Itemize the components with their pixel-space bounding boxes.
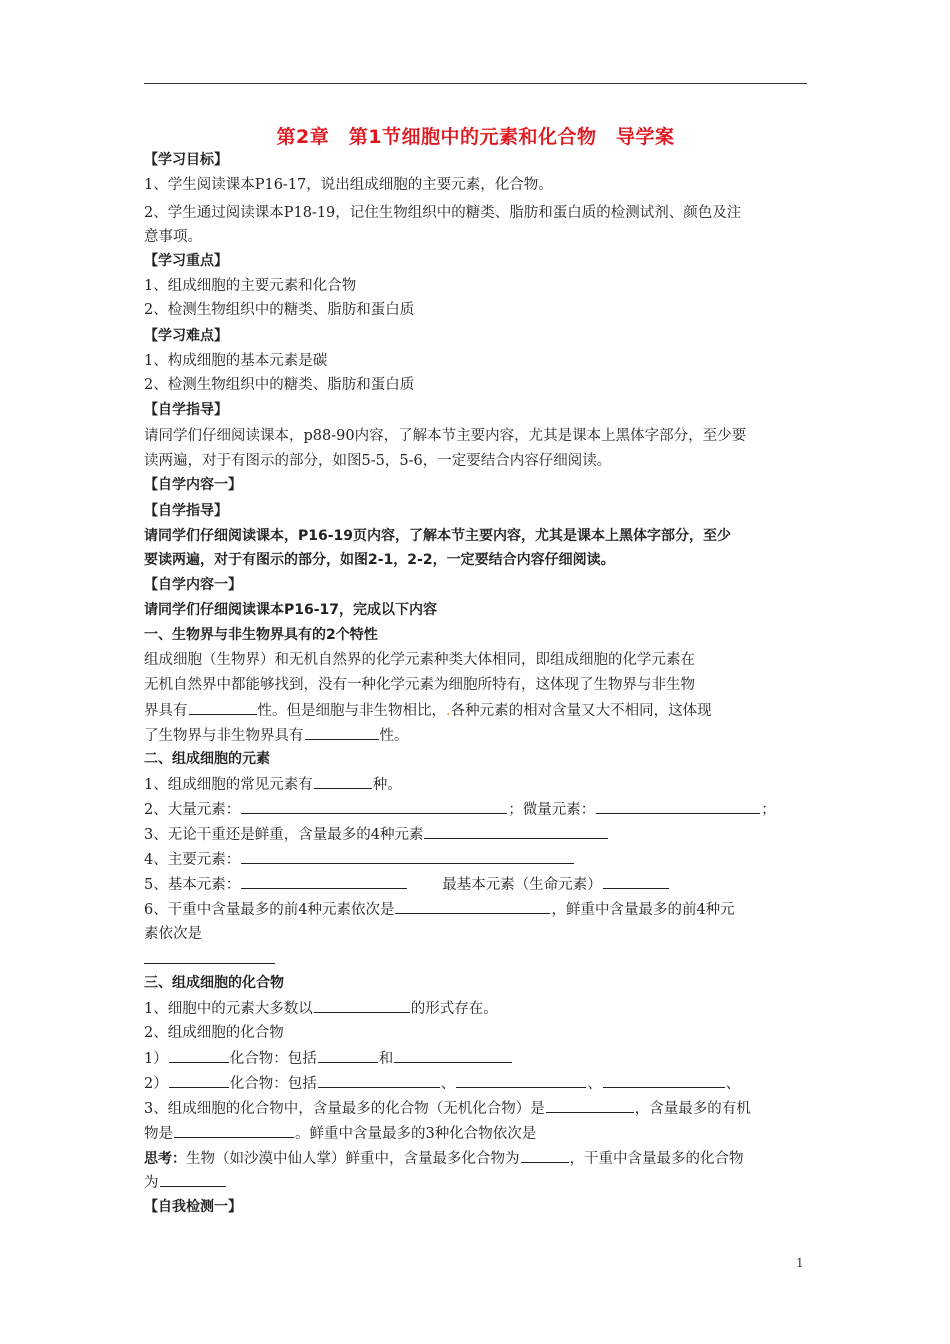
read-instruction: 请同学们仔细阅读课本P16-17，完成以下内容 (144, 602, 438, 618)
blank-field[interactable] (314, 774, 372, 789)
part1-line-c: 界具有 性。但是细胞与非生物相比，.各种元素的相对含量又大不相同，这体现 (144, 700, 814, 721)
guide-2b: 要读两遍，对于有图示的部分，如图2-1，2-2，一定要结合内容仔细阅读。 (144, 552, 615, 568)
key-2: 2、检测生物组织中的糖类、脂肪和蛋白质 (144, 302, 415, 318)
blank-field[interactable] (241, 799, 507, 814)
blank-field[interactable] (395, 899, 550, 914)
guide-heading-2: 【自学指导】 (144, 503, 228, 519)
answer-line[interactable] (144, 963, 275, 964)
think-line-2: 为 (144, 1172, 814, 1193)
part1-line-d: 了生物界与非生物界具有 性。 (144, 725, 814, 746)
part3-heading: 三、组成细胞的化合物 (144, 975, 284, 991)
content-heading-2: 【自学内容一】 (144, 577, 242, 593)
blank-field[interactable] (305, 725, 379, 740)
self-check-heading: 【自我检测一】 (144, 1199, 242, 1215)
page-title: 第2章 第1节细胞中的元素和化合物 导学案 (276, 126, 675, 148)
blank-field[interactable] (546, 1098, 634, 1113)
compound-3: 1） 化合物：包括 和 (144, 1048, 814, 1069)
difficulty-1: 1、构成细胞的基本元素是碳 (144, 353, 328, 369)
element-4: 4、主要元素： (144, 849, 814, 870)
compound-2: 2、组成细胞的化合物 (144, 1025, 284, 1041)
element-6c: 素依次是 (144, 926, 202, 942)
blank-field[interactable] (318, 1048, 378, 1063)
blank-field[interactable] (174, 1123, 294, 1138)
element-3: 3、无论干重还是鲜重，含量最多的4种元素 (144, 824, 814, 845)
blank-field[interactable] (603, 1073, 725, 1088)
blank-field[interactable] (521, 1148, 569, 1163)
blank-field[interactable] (318, 1073, 440, 1088)
header-rule (144, 83, 807, 84)
blank-field[interactable] (424, 824, 608, 839)
difficulty-heading: 【学习难点】 (144, 328, 228, 344)
blank-field[interactable] (169, 1073, 229, 1088)
blank-field[interactable] (394, 1048, 512, 1063)
part1-line-b: 无机自然界中都能够找到，没有一种化学元素为细胞所特有，这体现了生物界与非生物 (144, 677, 695, 693)
think-line: 思考：生物（如沙漠中仙人掌）鲜重中，含量最多化合物为 ，干重中含量最多的化合物 (144, 1148, 814, 1169)
guide-1b: 读两遍，对于有图示的部分，如图5-5，5-6，一定要结合内容仔细阅读。 (144, 453, 612, 469)
guide-heading: 【自学指导】 (144, 402, 228, 418)
blank-field[interactable] (241, 849, 574, 864)
goal-2b: 意事项。 (144, 229, 202, 245)
guide-1a: 请同学们仔细阅读课本，p88-90内容，了解本节主要内容，尤其是课本上黑体字部分，至少要 (144, 428, 747, 444)
blank-field[interactable] (596, 799, 760, 814)
goals-heading: 【学习目标】 (144, 152, 228, 168)
element-5: 5、基本元素： 最基本元素（生命元素） (144, 874, 814, 895)
part1-heading: 一、生物界与非生物界具有的2个特性 (144, 627, 378, 643)
compound-1: 1、细胞中的元素大多数以 的形式存在。 (144, 998, 814, 1019)
part1-line-a: 组成细胞（生物界）和无机自然界的化学元素种类大体相同，即组成细胞的化学元素在 (144, 652, 695, 668)
content-heading-1: 【自学内容一】 (144, 477, 242, 493)
blank-field[interactable] (160, 1172, 226, 1187)
compound-4: 2） 化合物：包括 、 、 、 (144, 1073, 814, 1094)
element-6: 6、干重中含量最多的前4种元素依次是 ，鲜重中含量最多的前4种元 (144, 899, 814, 920)
key-1: 1、组成细胞的主要元素和化合物 (144, 278, 357, 294)
element-2: 2、大量元素： ；微量元素： ； (144, 799, 814, 820)
page-number: 1 (796, 1256, 804, 1270)
goal-1: 1、学生阅读课本P16-17，说出组成细胞的主要元素，化合物。 (144, 177, 553, 193)
element-1: 1、组成细胞的常见元素有 种。 (144, 774, 814, 795)
blank-field[interactable] (241, 874, 407, 889)
key-heading: 【学习重点】 (144, 253, 228, 269)
goal-2a: 2、学生通过阅读课本P18-19，记住生物组织中的糖类、脂肪和蛋白质的检测试剂、颜色及注 (144, 205, 742, 221)
compound-5b: 物是 。鲜重中含量最多的3种化合物依次是 (144, 1123, 814, 1144)
blank-field[interactable] (169, 1048, 229, 1063)
blank-field[interactable] (189, 700, 257, 715)
guide-2a: 请同学们仔细阅读课本，P16-19页内容，了解本节主要内容，尤其是课本上黑体字部分，至少 (144, 528, 732, 544)
compound-5: 3、组成细胞的化合物中，含量最多的化合物（无机化合物）是 ，含量最多的有机 (144, 1098, 814, 1119)
part2-heading: 二、组成细胞的元素 (144, 751, 270, 767)
blank-field[interactable] (456, 1073, 586, 1088)
blank-field[interactable] (314, 998, 410, 1013)
difficulty-2: 2、检测生物组织中的糖类、脂肪和蛋白质 (144, 377, 415, 393)
blank-field[interactable] (603, 874, 669, 889)
